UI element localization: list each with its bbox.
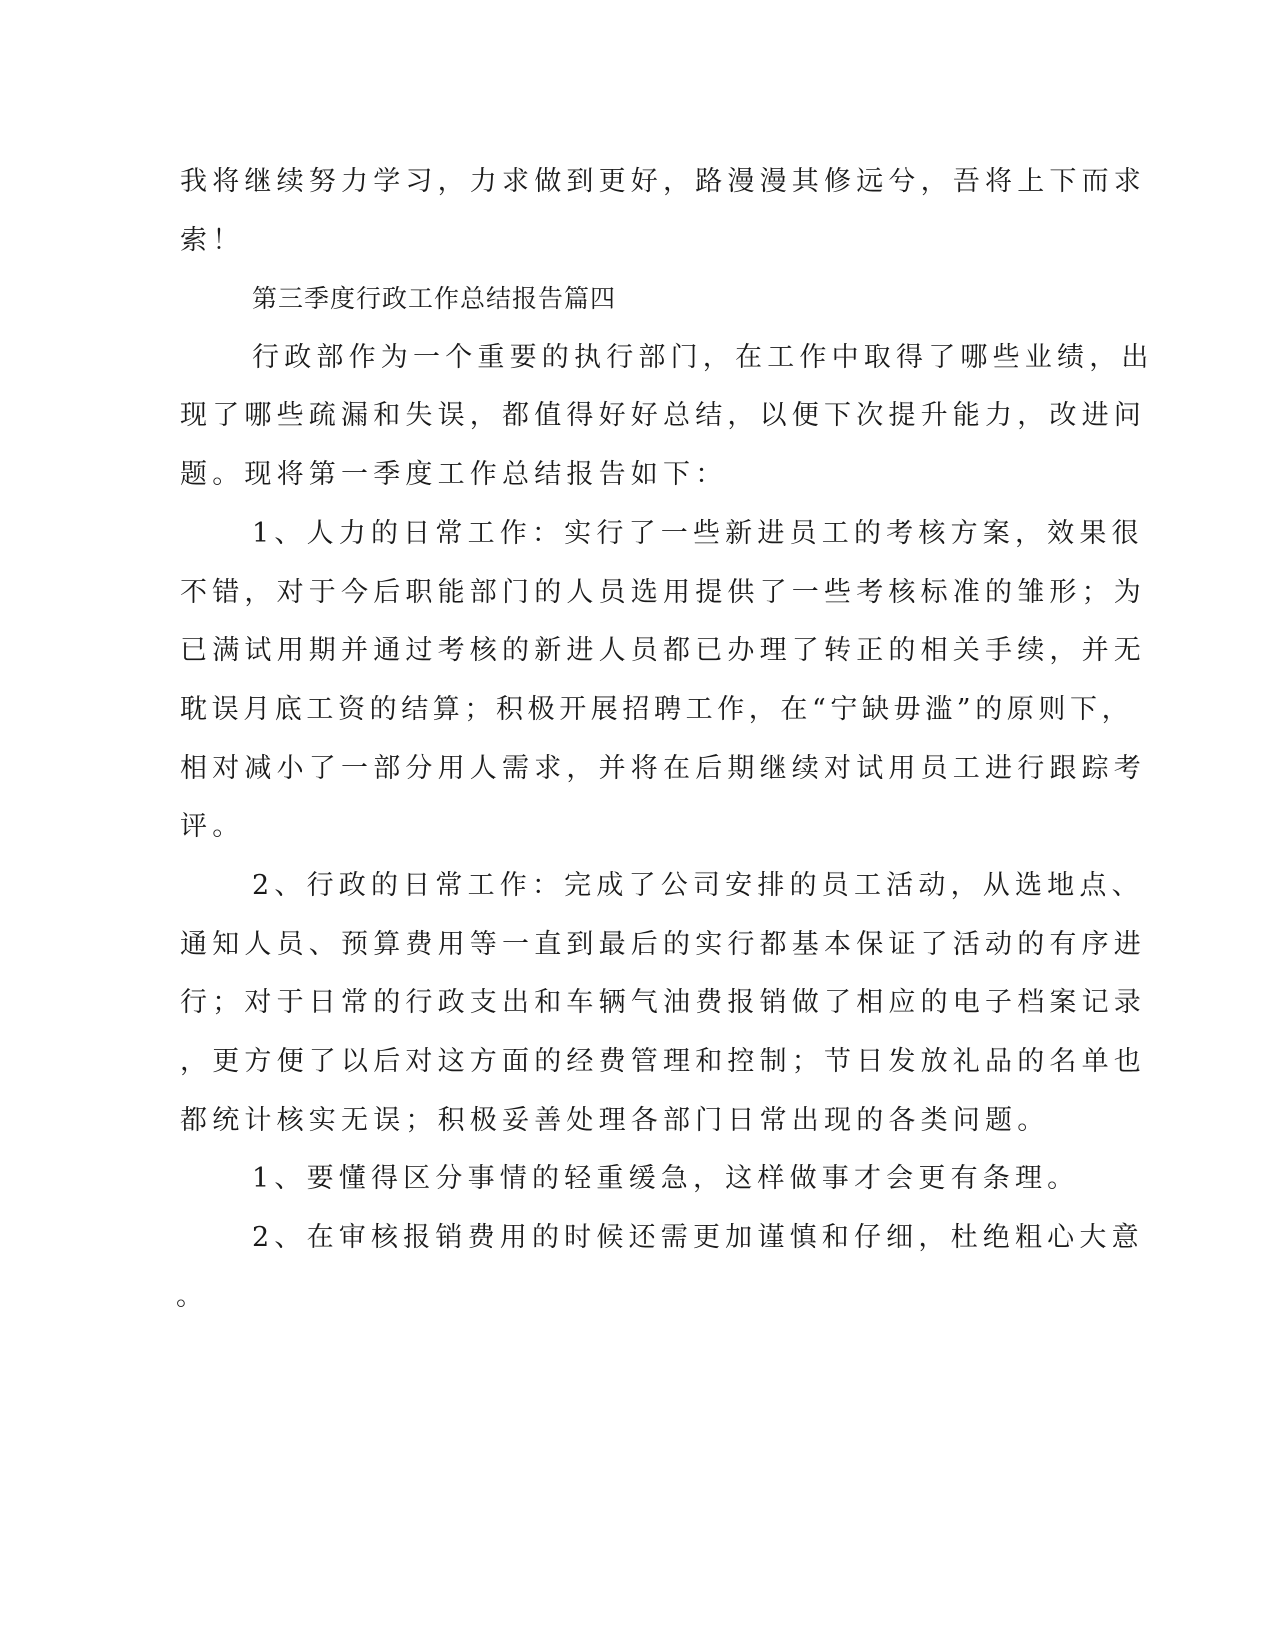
section-heading: 第三季度行政工作总结报告篇四 xyxy=(252,284,617,313)
text-line: ，更方便了以后对这方面的经费管理和控制；节日发放礼品的名单也 xyxy=(180,1046,1146,1077)
text-line: 索！ xyxy=(180,225,245,256)
text-line: 不错，对于今后职能部门的人员选用提供了一些考核标准的雏形；为 xyxy=(180,577,1146,608)
text-line: 。 xyxy=(176,1281,209,1312)
text-line: 2、在审核报销费用的时候还需更加谨慎和仔细，杜绝粗心大意 xyxy=(252,1222,1144,1253)
text-line: 我将继续努力学习，力求做到更好，路漫漫其修远兮，吾将上下而求 xyxy=(180,166,1146,197)
text-line: 1、人力的日常工作：实行了一些新进员工的考核方案，效果很 xyxy=(252,518,1144,549)
text-line: 已满试用期并通过考核的新进人员都已办理了转正的相关手续，并无 xyxy=(180,635,1146,666)
text-line: 2、行政的日常工作：完成了公司安排的员工活动，从选地点、 xyxy=(252,870,1144,901)
text-line: 行政部作为一个重要的执行部门，在工作中取得了哪些业绩，出 xyxy=(252,342,1154,373)
text-line: 行；对于日常的行政支出和车辆气油费报销做了相应的电子档案记录 xyxy=(180,987,1146,1018)
text-line: 相对减小了一部分用人需求，并将在后期继续对试用员工进行跟踪考 xyxy=(180,753,1146,784)
text-line: 评。 xyxy=(180,811,245,842)
text-line: 都统计核实无误；积极妥善处理各部门日常出现的各类问题。 xyxy=(180,1105,1050,1136)
text-line: 现了哪些疏漏和失误，都值得好好总结，以便下次提升能力，改进问 xyxy=(180,400,1146,431)
text-line: 1、要懂得区分事情的轻重缓急，这样做事才会更有条理。 xyxy=(252,1163,1080,1194)
text-line: 题。现将第一季度工作总结报告如下： xyxy=(180,459,728,490)
text-line: 通知人员、预算费用等一直到最后的实行都基本保证了活动的有序进 xyxy=(180,929,1146,960)
text-line: 耽误月底工资的结算；积极开展招聘工作，在“宁缺毋滥”的原则下， xyxy=(180,694,1134,725)
